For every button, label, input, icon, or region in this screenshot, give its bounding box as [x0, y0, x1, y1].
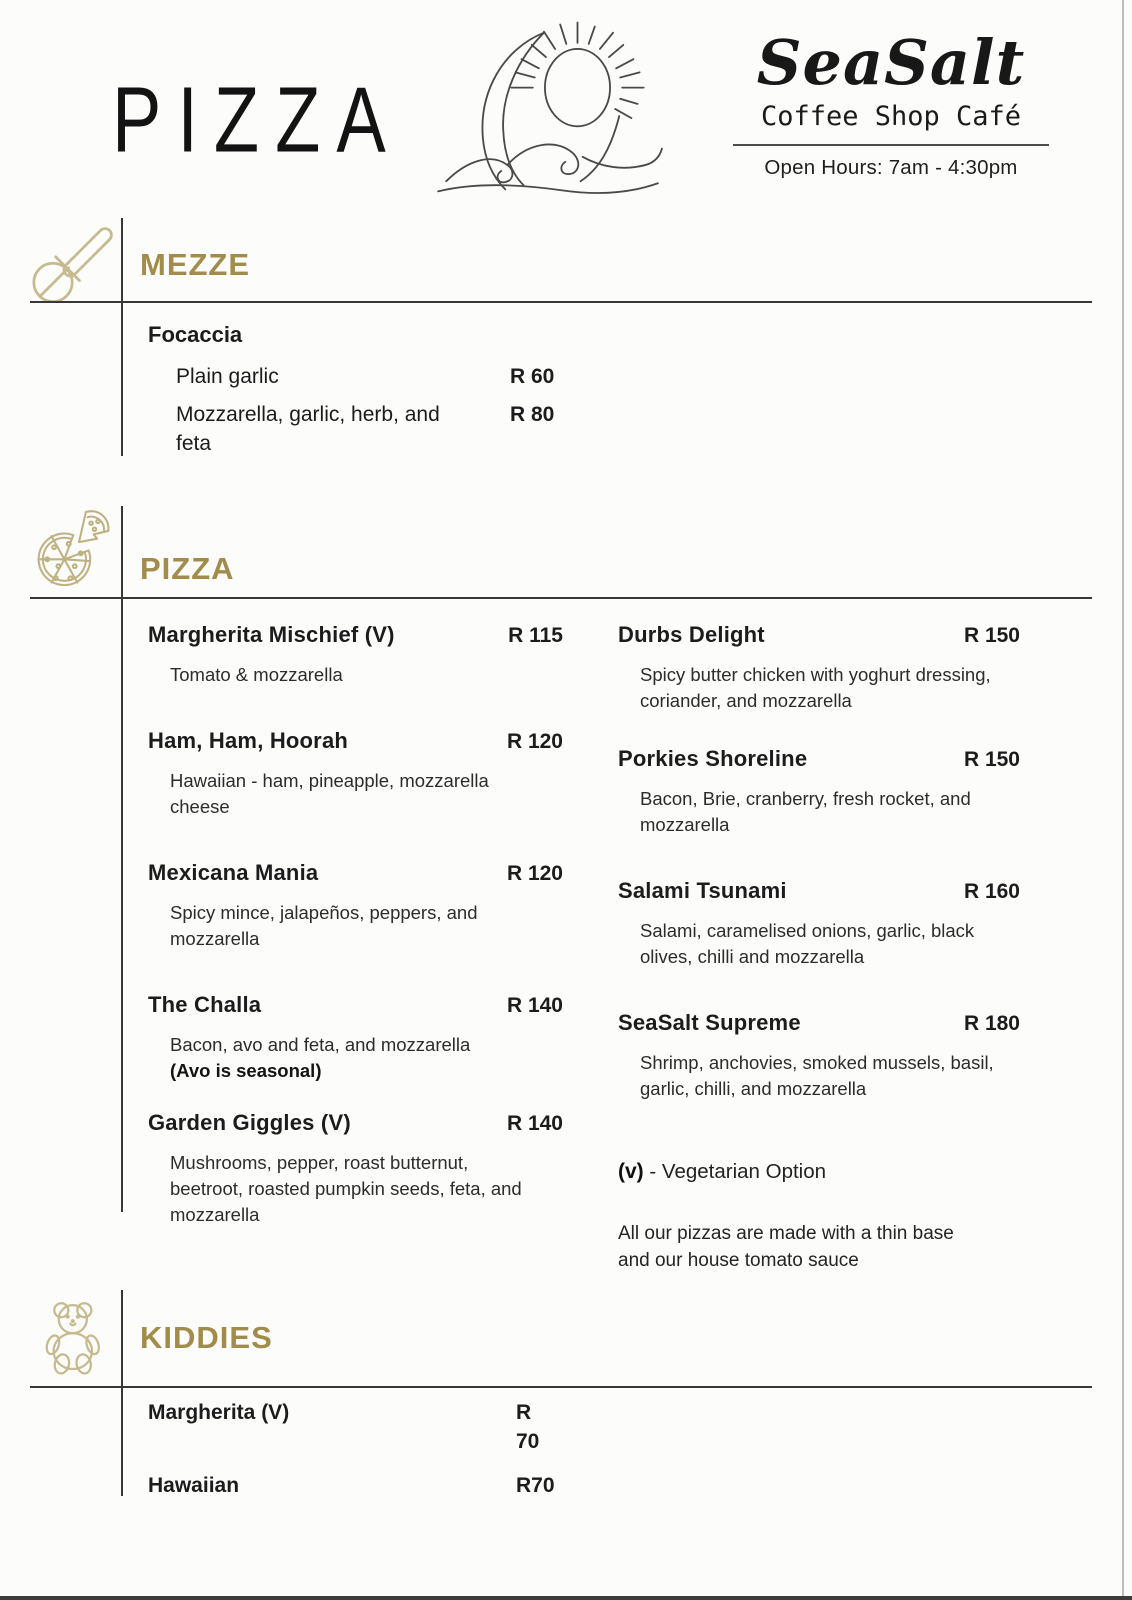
menu-row: [148, 1471, 558, 1500]
kiddies-item-list: [148, 1398, 558, 1515]
item-name: Mexicana Mania: [148, 860, 319, 885]
item-description: Tomato & mozzarella: [170, 664, 343, 685]
item-price: R 60: [510, 365, 555, 388]
mezze-title: MEZZE: [140, 247, 251, 282]
item-name: SeaSalt Supreme: [618, 1010, 801, 1035]
brand-name: SeaSalt: [756, 26, 1026, 99]
item-description: Hawaiian - ham, pineapple, mozzarella cheese: [170, 770, 489, 817]
item-price: R 140: [506, 1112, 563, 1135]
vegetarian-label: - Vegetarian Option: [649, 1160, 827, 1183]
menu-item: [148, 620, 563, 688]
item-name: Hawaiian: [148, 1474, 240, 1497]
vegetarian-legend: [618, 1160, 1020, 1184]
mezze-rail: [121, 218, 123, 456]
menu-item: [618, 620, 1020, 714]
item-name: Margherita (V): [148, 1401, 290, 1424]
item-description: Spicy butter chicken with yoghurt dressing, coriander, and mozzarella: [640, 664, 991, 711]
item-price: R 120: [506, 730, 563, 753]
item-price: R 150: [963, 748, 1020, 771]
photo-edge-bottom: [0, 1596, 1132, 1600]
pizza-column-left: [148, 620, 563, 1266]
item-description: Bacon, Brie, cranberry, fresh rocket, and mozzarella: [640, 788, 971, 835]
pizza-rule: [30, 597, 1092, 599]
menu-item: [148, 1108, 563, 1228]
item-name: Plain garlic: [176, 365, 279, 388]
pizza-cutter-icon: [28, 224, 120, 308]
item-price: R 160: [963, 880, 1020, 903]
item-name: Garden Giggles (V): [148, 1110, 351, 1135]
menu-item: [618, 876, 1020, 970]
menu-item: [148, 990, 563, 1084]
mezze-item-list: [176, 362, 568, 467]
mezze-rule: [30, 301, 1092, 303]
item-name: Ham, Ham, Hoorah: [148, 728, 349, 753]
menu-item: [618, 744, 1020, 838]
item-description: Shrimp, anchovies, smoked mussels, basil, garlic, chilli, and mozzarella: [640, 1052, 994, 1099]
item-name: Durbs Delight: [618, 622, 765, 647]
menu-row: [176, 362, 568, 391]
item-price: R 115: [508, 624, 563, 647]
item-description: Bacon, avo and feta, and mozzarella: [170, 1034, 471, 1055]
item-price: R 80: [510, 403, 555, 426]
item-price: R 150: [963, 624, 1020, 647]
item-name: Margherita Mischief (V): [148, 622, 395, 647]
item-price: R70: [516, 1474, 555, 1497]
menu-item: [618, 1008, 1020, 1102]
item-name: Mozzarella, garlic, herb, and feta: [176, 403, 440, 455]
item-description: Mushrooms, pepper, roast butternut, beetroot, roasted pumpkin seeds, feta, and mozzarella: [170, 1152, 522, 1225]
brand-divider: [733, 144, 1049, 146]
open-hours: Open Hours: 7am - 4:30pm: [764, 156, 1018, 180]
item-name: Porkies Shoreline: [618, 746, 808, 771]
item-price: R 70: [516, 1401, 540, 1453]
page-title: PIZZA: [112, 67, 402, 172]
teddy-bear-icon: [44, 1300, 108, 1378]
item-price: R 120: [506, 862, 563, 885]
menu-item: [148, 858, 563, 952]
item-price: R 180: [963, 1012, 1020, 1035]
sun-wave-logo: [430, 18, 666, 202]
pizza-rail: [121, 506, 123, 1212]
kiddies-rule: [30, 1386, 1092, 1388]
menu-row: [148, 1398, 558, 1456]
base-note: All our pizzas are made with a thin base and our house tomato sauce: [618, 1223, 954, 1271]
mezze-group-heading: Focaccia: [148, 322, 243, 347]
pizza-title: PIZZA: [140, 551, 235, 586]
menu-item: [148, 726, 563, 820]
brand-block: [733, 26, 1049, 180]
item-price: R 140: [506, 994, 563, 1017]
kiddies-rail: [121, 1290, 123, 1496]
menu-row: [176, 400, 568, 458]
item-name: Salami Tsunami: [618, 878, 787, 903]
item-name: The Challa: [148, 992, 262, 1017]
vegetarian-symbol: (v): [618, 1160, 644, 1183]
brand-subtitle: Coffee Shop Café: [760, 101, 1022, 133]
item-description: Spicy mince, jalapeños, peppers, and mozzarella: [170, 902, 478, 949]
photo-edge-right: [1122, 0, 1124, 1600]
kiddies-title: KIDDIES: [140, 1320, 273, 1355]
item-note: (Avo is seasonal): [170, 1060, 322, 1081]
pizza-slice-icon: [30, 502, 116, 596]
pizza-column-right: [618, 620, 1020, 1274]
item-description: Salami, caramelised onions, garlic, black olives, chilli and mozzarella: [640, 920, 975, 967]
